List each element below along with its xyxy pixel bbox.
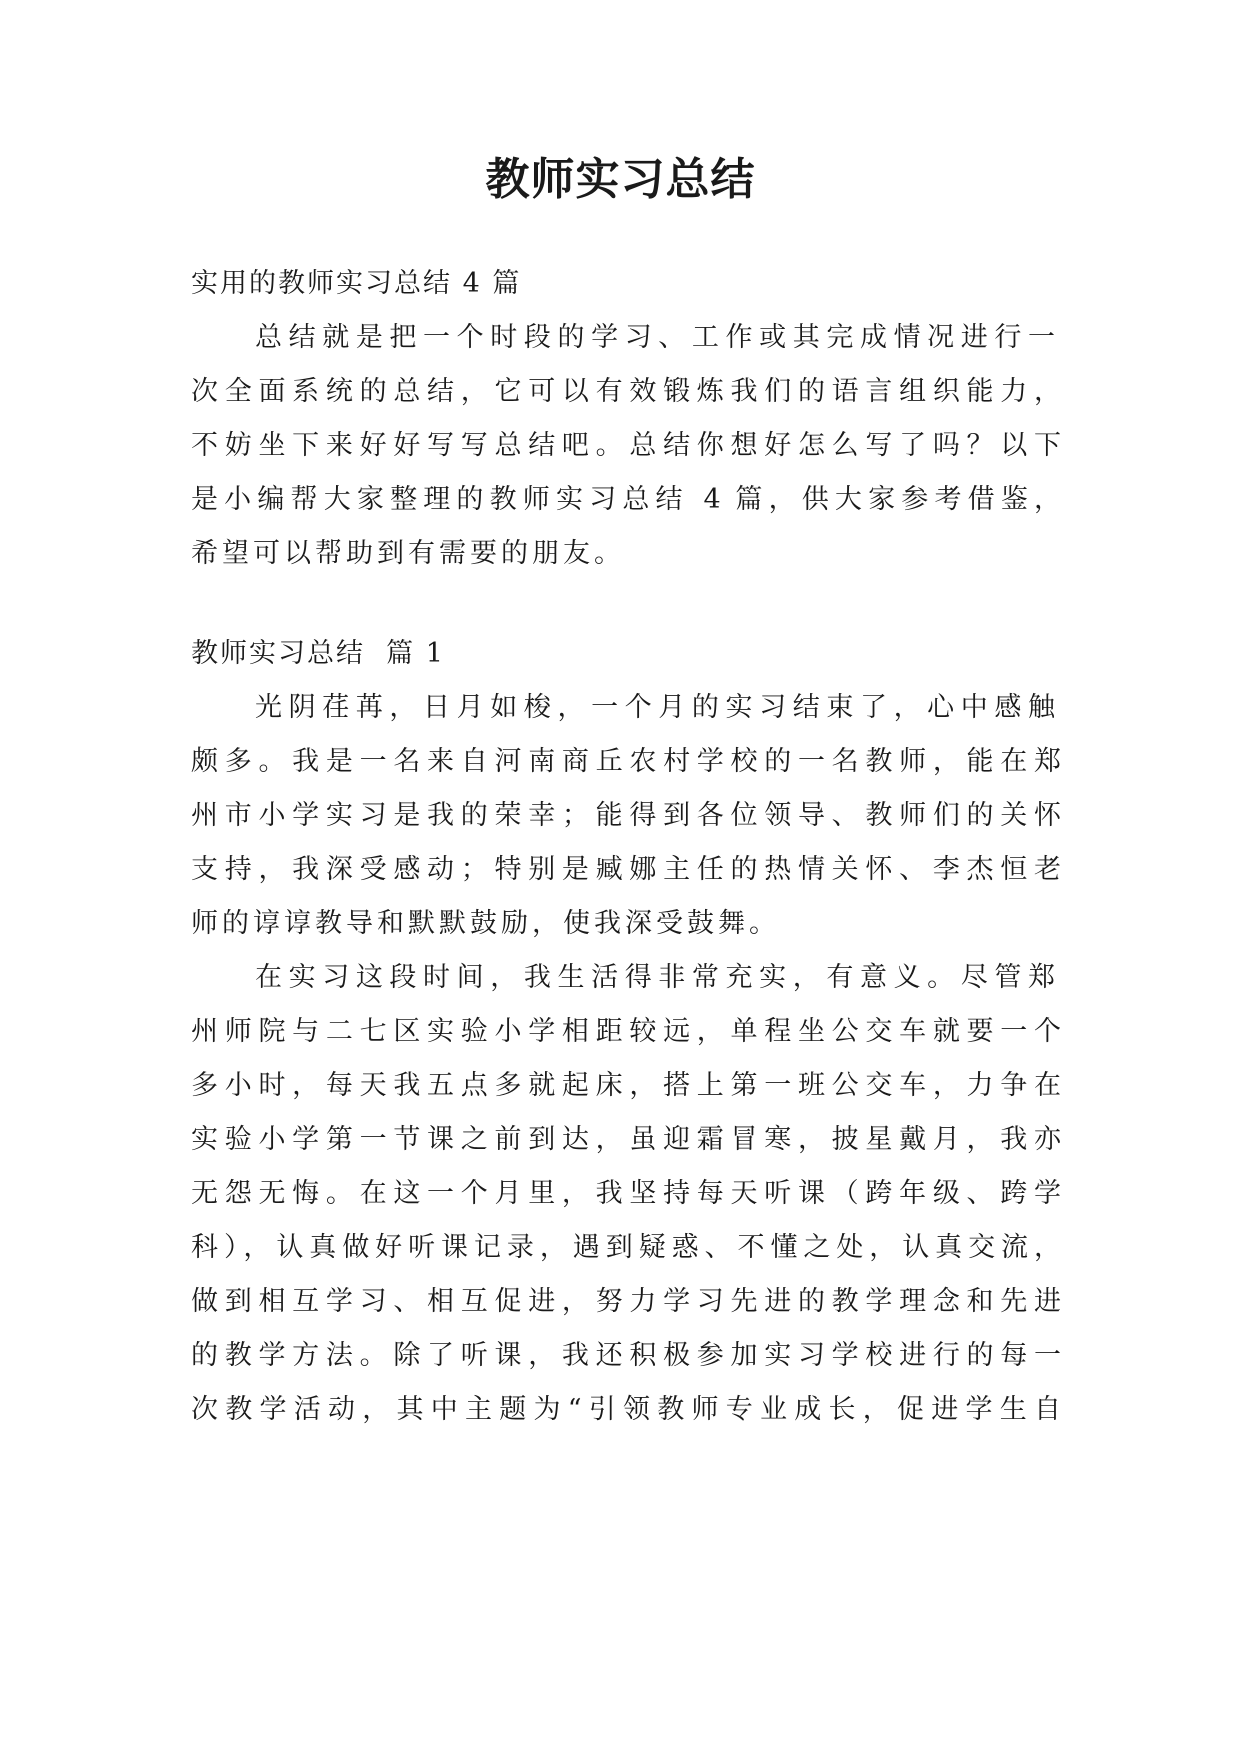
intro-line: 次全面系统的总结，它可以有效锻炼我们的语言组织能力， xyxy=(191,376,1061,407)
paragraph-line: 做到相互学习、相互促进，努力学习先进的教学理念和先进 xyxy=(191,1286,1061,1317)
document-title: 教师实习总结 xyxy=(485,154,756,205)
intro-line: 是小编帮大家整理的教师实习总结 4 篇，供大家参考借鉴， xyxy=(191,484,1061,515)
document-subtitle: 实用的教师实习总结 4 篇 xyxy=(191,268,522,299)
paragraph-line: 师的谆谆教导和默默鼓励，使我深受鼓舞。 xyxy=(191,908,780,939)
paragraph-line: 科），认真做好听课记录，遇到疑惑、不懂之处，认真交流， xyxy=(191,1232,1061,1263)
paragraph-line: 多小时，每天我五点多就起床，搭上第一班公交车，力争在 xyxy=(191,1070,1061,1101)
section-heading: 教师实习总结 篇 1 xyxy=(191,638,445,669)
paragraph-line: 无怨无悔。在这一个月里，我坚持每天听课（跨年级、跨学 xyxy=(191,1178,1061,1209)
paragraph-line: 实验小学第一节课之前到达，虽迎霜冒寒，披星戴月，我亦 xyxy=(191,1124,1061,1155)
paragraph-line: 支持，我深受感动；特别是臧娜主任的热情关怀、李杰恒老 xyxy=(191,854,1061,885)
paragraph-line: 颇多。我是一名来自河南商丘农村学校的一名教师，能在郑 xyxy=(191,746,1061,777)
paragraph-line: 州师院与二七区实验小学相距较远，单程坐公交车就要一个 xyxy=(191,1016,1061,1047)
paragraph-line: 的教学方法。除了听课，我还积极参加实习学校进行的每一 xyxy=(191,1340,1061,1371)
paragraph-line: 次教学活动，其中主题为“引领教师专业成长，促进学生自 xyxy=(191,1394,1061,1425)
intro-line: 不妨坐下来好好写写总结吧。总结你想好怎么写了吗？以下 xyxy=(191,430,1061,461)
intro-line: 总结就是把一个时段的学习、工作或其完成情况进行一 xyxy=(255,322,1055,353)
paragraph-line: 在实习这段时间，我生活得非常充实，有意义。尽管郑 xyxy=(255,962,1055,993)
paragraph-line: 光阴荏苒，日月如梭，一个月的实习结束了，心中感触 xyxy=(255,692,1055,723)
intro-line: 希望可以帮助到有需要的朋友。 xyxy=(191,538,625,569)
paragraph-line: 州市小学实习是我的荣幸；能得到各位领导、教师们的关怀 xyxy=(191,800,1061,831)
